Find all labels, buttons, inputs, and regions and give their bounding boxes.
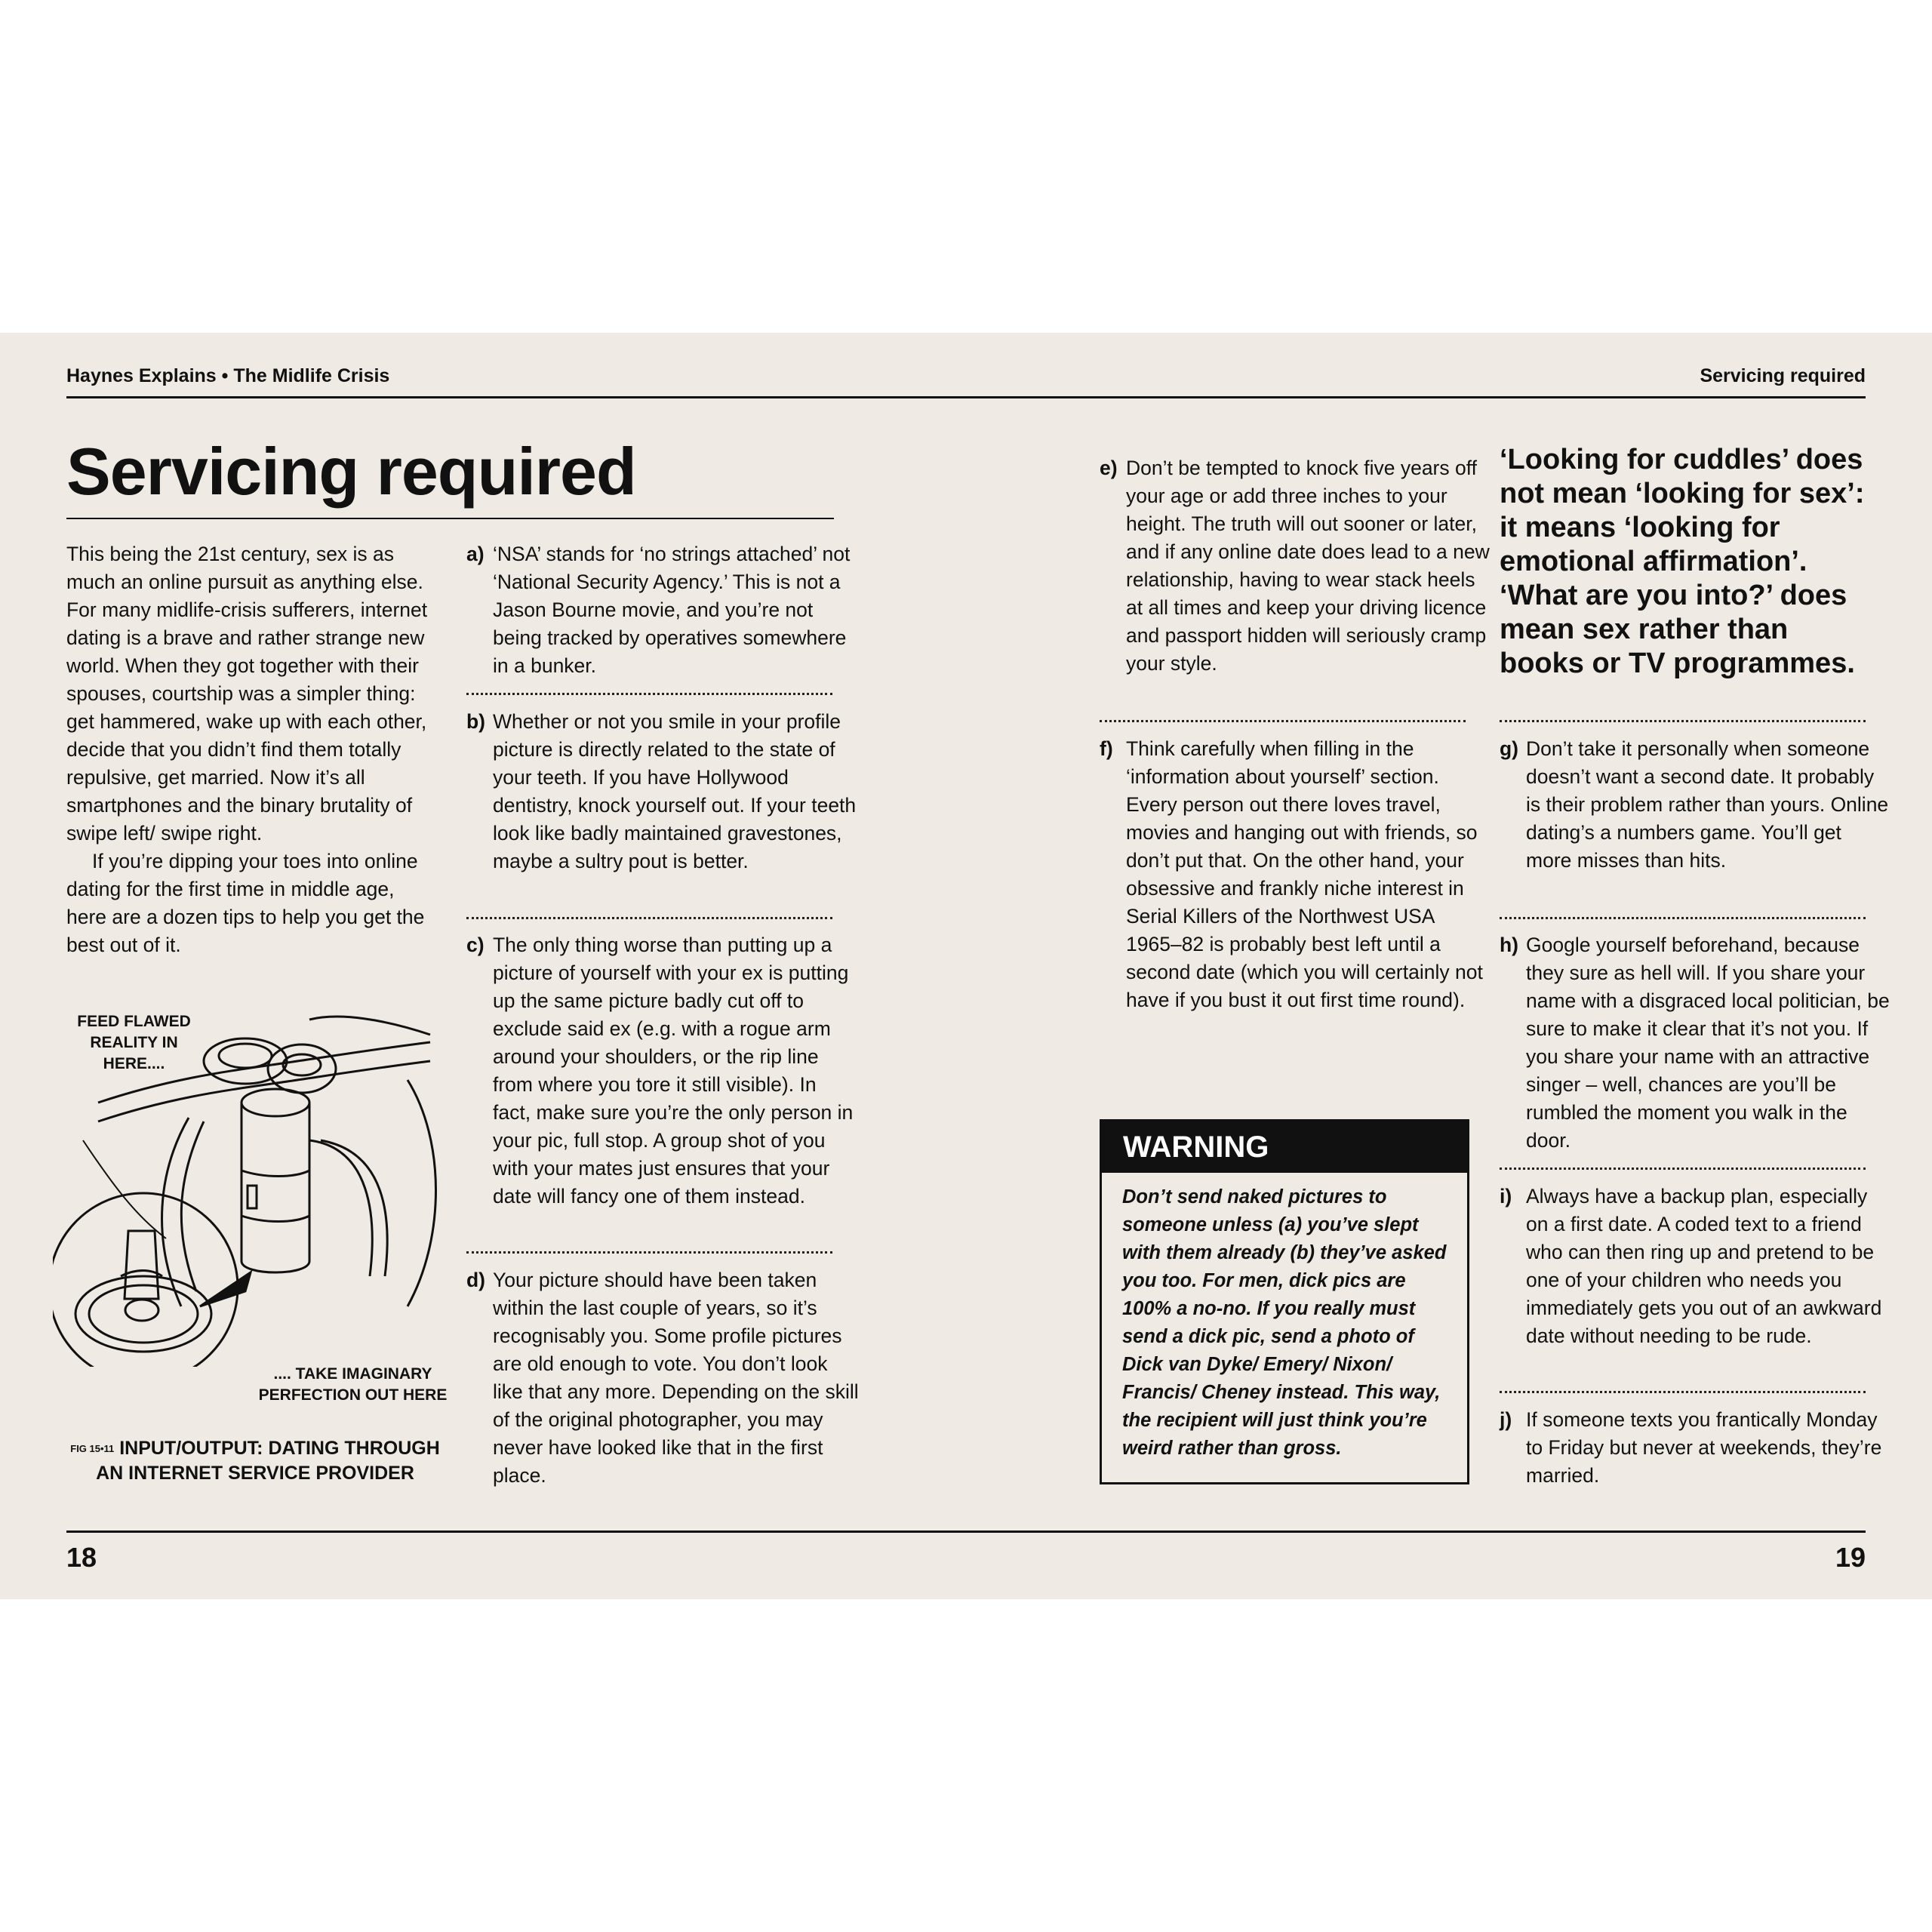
- title-rule: [66, 518, 834, 519]
- callout-top: FEED FLAWED REALITY IN HERE....: [77, 1013, 191, 1072]
- tip-letter: b): [466, 710, 486, 733]
- callout-bottom: .... TAKE IMAGINARY PERFECTION OUT HERE: [258, 1365, 448, 1404]
- tip-a: [466, 540, 859, 680]
- divider: [466, 693, 832, 695]
- figure-caption: [66, 1436, 444, 1486]
- tip-d: [466, 1266, 859, 1490]
- tip-b: [466, 708, 859, 875]
- tip-text: Don’t take it personally when someone doesn’t want a second date. It probably is their problem rather than yours. Online dating’s a numbers game. You’ll get more misses than hits.: [1526, 737, 1889, 872]
- tip-text: The only thing worse than putting up a picture of yourself with your ex is putting up the same picture badly cut off to exclude said ex (e.g. with a rogue arm around your shoulders, or the rip line from where you tore it still visible). In fact, make sure you’re the only person in your pic, full stop. A group shot of you with your mates just ensures that your date will fancy one of them instead.: [493, 934, 854, 1208]
- figure-caption-text: INPUT/OUTPUT: DATING THROUGH AN INTERNET SERVICE PROVIDER: [96, 1438, 440, 1484]
- tip-letter: f): [1100, 737, 1113, 760]
- running-header-left: Haynes Explains • The Midlife Crisis: [66, 365, 390, 386]
- tip-c: [466, 931, 859, 1211]
- pull-quote: ‘Looking for cuddles’ does not mean ‘looking for sex’: it means ‘looking for emotional affirmation’. ‘What are you into?’ does mean sex rather than books or TV programmes.: [1500, 444, 1865, 679]
- tip-letter: g): [1500, 737, 1519, 760]
- warning-box: [1100, 1119, 1469, 1484]
- tip-e: [1100, 454, 1492, 678]
- tip-letter: c): [466, 934, 485, 956]
- figure-number: FIG 15•11: [70, 1443, 115, 1454]
- tip-text: Think carefully when filling in the ‘information about yourself’ section. Every person out there loves travel, movies and hanging out with friends, so don’t put that. On the other hand, your obsessive and frankly niche interest in Serial Killers of the Northwest USA 1965–82 is probably best left until a second date (which you will certainly not have if you bust it out first time round).: [1126, 737, 1483, 1011]
- tip-j: [1500, 1406, 1892, 1490]
- intro-text: [66, 540, 432, 959]
- tip-text: If someone texts you frantically Monday to Friday but never at weekends, they’re married.: [1526, 1408, 1882, 1487]
- tip-letter: e): [1100, 457, 1118, 479]
- intro-paragraph-2: If you’re dipping your toes into online dating for the first time in middle age, here are a dozen tips to help you get the best out of it.: [66, 850, 425, 956]
- tip-text: Google yourself beforehand, because they sure as hell will. If you share your name with a disgraced local politician, be sure to make it clear that it’s not you. If you share your name with an attractive singer – well, chances are you’ll be rumbled the moment you walk in the door.: [1526, 934, 1890, 1152]
- tip-g: [1500, 735, 1892, 875]
- header-rule: [66, 396, 1866, 398]
- page-number-left: 18: [66, 1542, 97, 1573]
- tip-letter: a): [466, 543, 485, 565]
- tip-text: Don’t be tempted to knock five years off your age or add three inches to your height. The truth will out sooner or later, and if any online date does lead to a new relationship, having to wear stack heels at all times and keep your driving licence and passport hidden will seriously cramp your style.: [1126, 457, 1490, 675]
- tip-letter: i): [1500, 1185, 1512, 1208]
- tip-i: [1500, 1183, 1892, 1350]
- divider: [466, 1251, 832, 1254]
- tip-letter: j): [1500, 1408, 1512, 1431]
- footer-rule: [66, 1531, 1866, 1533]
- divider: [466, 917, 832, 919]
- divider: [1500, 1391, 1866, 1393]
- page-number-right: 19: [1835, 1542, 1866, 1573]
- tip-text: Always have a backup plan, especially on a first date. A coded text to a friend who can then ring up and pretend to be one of your children who needs you immediately gets you out of an awkward date without needing to be rude.: [1526, 1185, 1882, 1347]
- warning-text: Don’t send naked pictures to someone unless (a) you’ve slept with them already (b) they’ve asked you too. For men, dick pics are 100% a no-no. If you really must send a dick pic, send a photo of Dick van Dyke/ Emery/ Nixon/ Francis/ Cheney instead. This way, the recipient will just think you’re weird rather than gross.: [1122, 1186, 1447, 1459]
- tip-h: [1500, 931, 1892, 1155]
- tip-text: Your picture should have been taken within the last couple of years, so it’s recognisably you. Some profile pictures are old enough to vote. You don’t look like that any more. Depending on the skill of the original photographer, you may never have looked like that in the first place.: [493, 1269, 859, 1487]
- book-spread: [0, 333, 1932, 1599]
- divider: [1500, 720, 1866, 722]
- warning-heading: WARNING: [1102, 1121, 1467, 1173]
- running-header-right: Servicing required: [1700, 365, 1866, 386]
- tip-letter: d): [466, 1269, 486, 1291]
- tip-text: ‘NSA’ stands for ‘no strings attached’ not ‘National Security Agency.’ This is not a Jason Bourne movie, and you’re not being tracked by operatives somewhere in a bunker.: [493, 543, 851, 677]
- divider: [1500, 917, 1866, 919]
- tip-letter: h): [1500, 934, 1519, 956]
- divider: [1500, 1168, 1866, 1170]
- tip-f: [1100, 735, 1492, 1014]
- page-title: Servicing required: [66, 434, 636, 509]
- divider: [1100, 720, 1466, 722]
- intro-paragraph-1: This being the 21st century, sex is as much an online pursuit as anything else. For many midlife-crisis sufferers, internet dating is a brave and rather strange new world. When they got together with their spouses, courtship was a simpler thing: get hammered, wake up with each other, decide that you didn’t find them totally repulsive, get married. Now it’s all smartphones and the binary brutality of swipe left/ swipe right.: [66, 543, 428, 844]
- tip-text: Whether or not you smile in your profile picture is directly related to the state of your teeth. If you have Hollywood dentistry, knock yourself out. If your teeth look like badly maintained gravestones, maybe a sultry pout is better.: [493, 710, 857, 872]
